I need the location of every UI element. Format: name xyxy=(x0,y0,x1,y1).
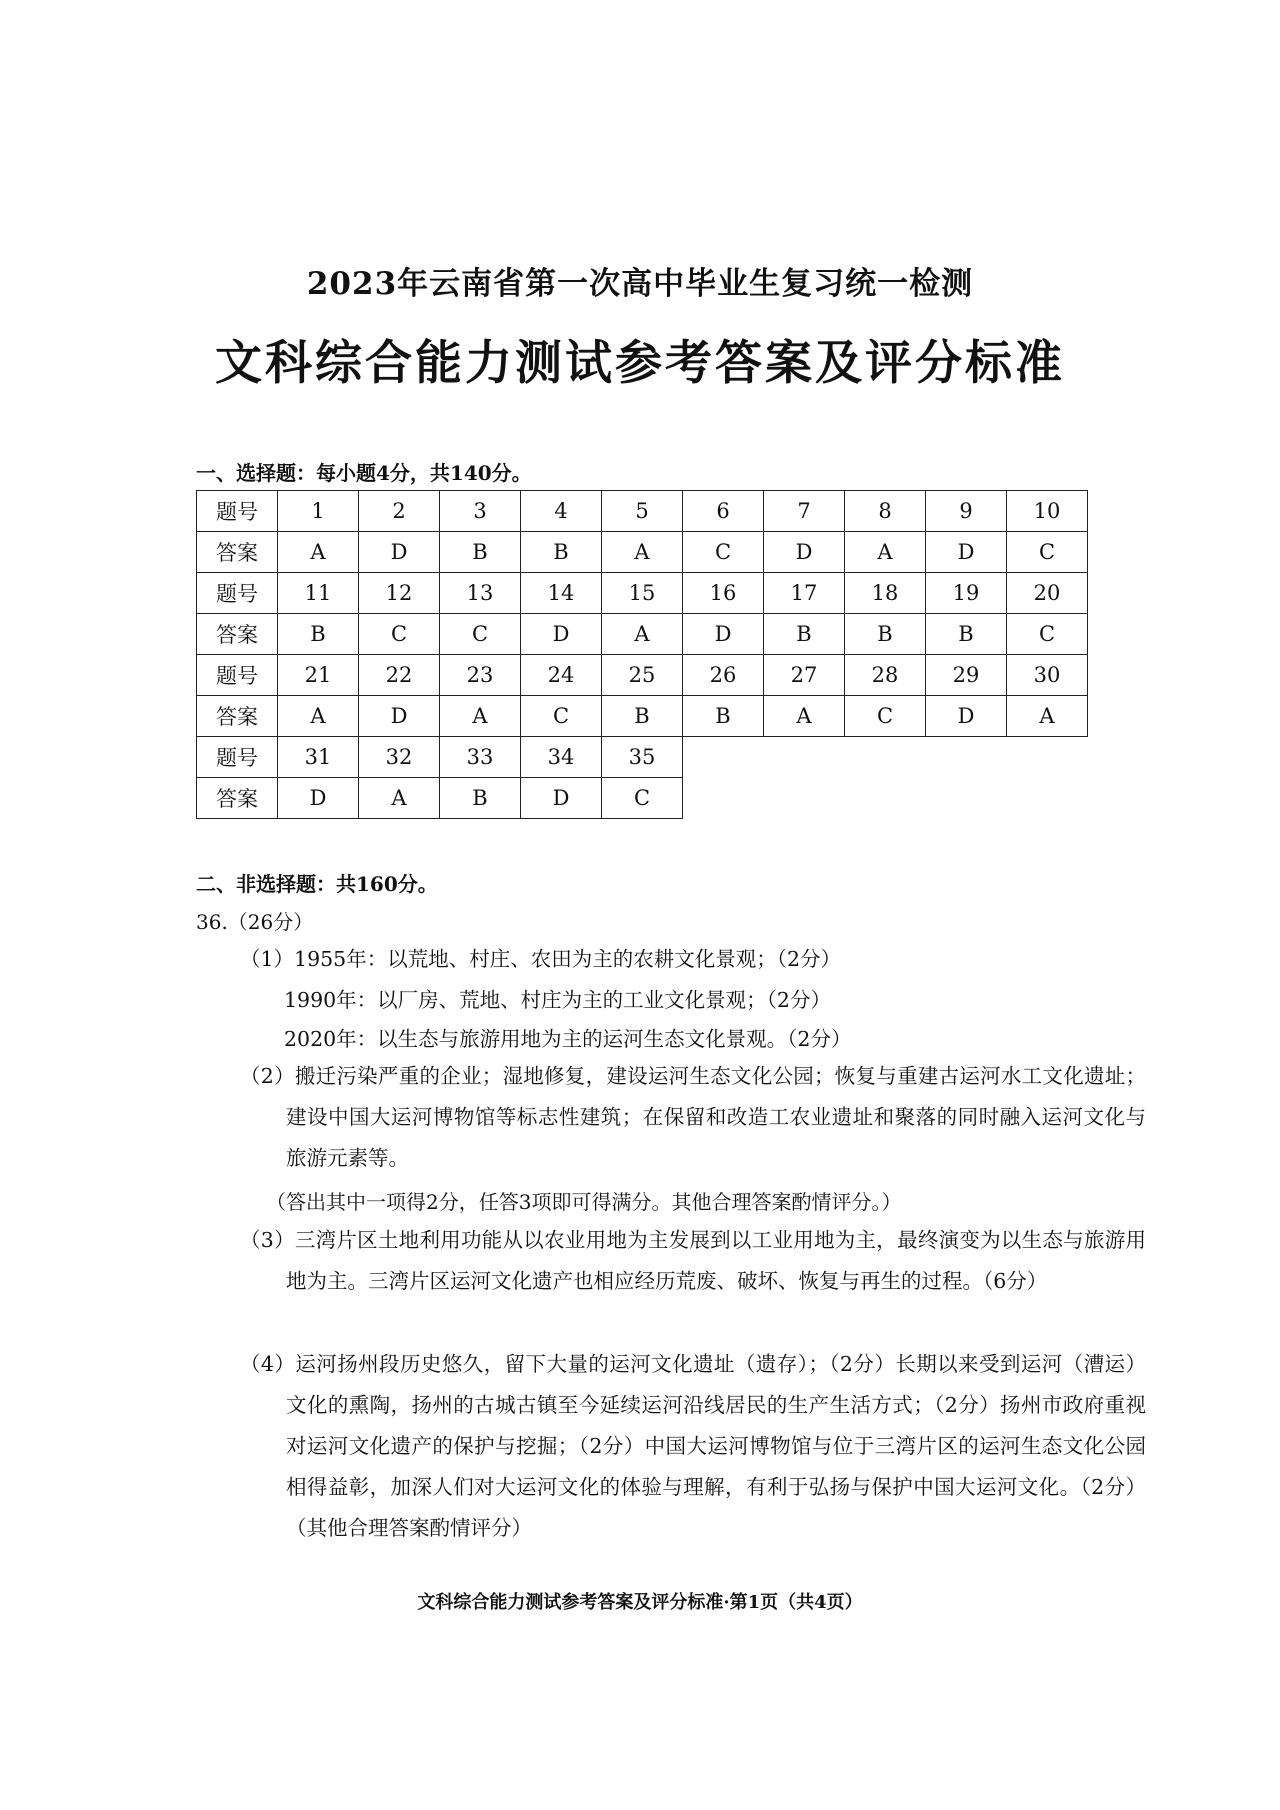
question-number-cell: 25 xyxy=(602,655,683,696)
question-36-heading: 36.（26分） xyxy=(196,910,314,934)
question-number-cell: 1 xyxy=(278,491,359,532)
answer-row xyxy=(197,778,1088,819)
empty-cell xyxy=(1007,737,1088,778)
answer-cell: D xyxy=(521,778,602,819)
question-number-cell: 13 xyxy=(440,573,521,614)
empty-cell xyxy=(764,737,845,778)
question-number-cell: 32 xyxy=(359,737,440,778)
q36-part4: （4）运河扬州段历史悠久，留下大量的运河文化遗址（遗存）；（2分）长期以来受到运河（漕运）文化的熏陶，扬州的古城古镇至今延续运河沿线居民的生产生活方式；（2分）扬州市政府重视对运河文化遗产的保护与挖掘；（2分）中国大运河博物馆与位于三湾片区的运河生态文化公园相得益彰，加深人们对大运河文化的体验与理解，有利于弘扬与保护中国大运河文化。（2分）（其他合理答案酌情评分） xyxy=(240,1352,1146,1540)
answer-cell: C xyxy=(683,532,764,573)
question-number-cell: 9 xyxy=(926,491,1007,532)
answer-cell: D xyxy=(278,778,359,819)
row-label-answer: 答案 xyxy=(197,778,278,819)
row-label-answer: 答案 xyxy=(197,614,278,655)
row-label-answer: 答案 xyxy=(197,532,278,573)
answer-cell: C xyxy=(521,696,602,737)
question-number-row xyxy=(197,655,1088,696)
answer-cell: A xyxy=(440,696,521,737)
empty-cell xyxy=(926,737,1007,778)
answer-cell: A xyxy=(845,532,926,573)
q36-part1-line3: 2020年：以生态与旅游用地为主的运河生态文化景观。（2分） xyxy=(284,1027,852,1051)
answer-cell: B xyxy=(845,614,926,655)
question-number-cell: 30 xyxy=(1007,655,1088,696)
answer-cell: D xyxy=(926,532,1007,573)
question-number-cell: 4 xyxy=(521,491,602,532)
question-number-cell: 5 xyxy=(602,491,683,532)
question-number-cell: 31 xyxy=(278,737,359,778)
question-number-cell: 7 xyxy=(764,491,845,532)
question-number-cell: 20 xyxy=(1007,573,1088,614)
answer-cell: C xyxy=(440,614,521,655)
empty-cell xyxy=(683,778,764,819)
question-number-cell: 35 xyxy=(602,737,683,778)
answer-cell: A xyxy=(1007,696,1088,737)
answer-row xyxy=(197,696,1088,737)
empty-cell xyxy=(926,778,1007,819)
answer-table xyxy=(196,490,1088,819)
question-number-cell: 19 xyxy=(926,573,1007,614)
answer-cell: D xyxy=(683,614,764,655)
question-number-cell: 11 xyxy=(278,573,359,614)
page-footer: 文科综合能力测试参考答案及评分标准·第1页（共4页） xyxy=(417,1592,863,1613)
answer-cell: B xyxy=(521,532,602,573)
answer-cell: B xyxy=(440,532,521,573)
empty-cell xyxy=(845,778,926,819)
answer-cell: D xyxy=(359,532,440,573)
answer-row xyxy=(197,532,1088,573)
answer-cell: B xyxy=(926,614,1007,655)
empty-cell xyxy=(845,737,926,778)
question-number-row xyxy=(197,491,1088,532)
answer-cell: C xyxy=(1007,614,1088,655)
question-number-cell: 33 xyxy=(440,737,521,778)
row-label-number: 题号 xyxy=(197,491,278,532)
exam-title: 2023年云南省第一次高中毕业生复习统一检测 xyxy=(306,266,974,302)
question-number-cell: 2 xyxy=(359,491,440,532)
answer-cell: C xyxy=(359,614,440,655)
question-number-cell: 12 xyxy=(359,573,440,614)
answer-cell: A xyxy=(764,696,845,737)
answer-cell: C xyxy=(1007,532,1088,573)
q36-part3: （3）三湾片区土地利用功能从以农业用地为主发展到以工业用地为主，最终演变为以生态与旅游用地为主。三湾片区运河文化遗产也相应经历荒废、破坏、恢复与再生的过程。（6分） xyxy=(240,1228,1146,1293)
row-label-number: 题号 xyxy=(197,573,278,614)
answer-cell: B xyxy=(764,614,845,655)
answer-cell: D xyxy=(764,532,845,573)
answer-row xyxy=(197,614,1088,655)
answer-cell: A xyxy=(359,778,440,819)
question-number-cell: 24 xyxy=(521,655,602,696)
q36-part1-line1: （1）1955年：以荒地、村庄、农田为主的农耕文化景观；（2分） xyxy=(240,947,842,971)
question-number-cell: 29 xyxy=(926,655,1007,696)
question-number-cell: 18 xyxy=(845,573,926,614)
question-number-cell: 8 xyxy=(845,491,926,532)
question-number-cell: 34 xyxy=(521,737,602,778)
q36-part1-line2: 1990年：以厂房、荒地、村庄为主的工业文化景观；（2分） xyxy=(284,988,831,1012)
question-number-cell: 28 xyxy=(845,655,926,696)
answer-cell: A xyxy=(278,532,359,573)
empty-cell xyxy=(1007,778,1088,819)
question-number-cell: 3 xyxy=(440,491,521,532)
row-label-number: 题号 xyxy=(197,737,278,778)
question-number-cell: 27 xyxy=(764,655,845,696)
question-number-cell: 10 xyxy=(1007,491,1088,532)
empty-cell xyxy=(683,737,764,778)
question-number-cell: 14 xyxy=(521,573,602,614)
question-number-cell: 6 xyxy=(683,491,764,532)
answer-cell: B xyxy=(602,696,683,737)
answer-cell: A xyxy=(278,696,359,737)
question-number-cell: 17 xyxy=(764,573,845,614)
question-number-cell: 23 xyxy=(440,655,521,696)
question-number-cell: 15 xyxy=(602,573,683,614)
answer-cell: B xyxy=(278,614,359,655)
answer-cell: A xyxy=(602,532,683,573)
answer-cell: A xyxy=(602,614,683,655)
question-number-cell: 22 xyxy=(359,655,440,696)
empty-cell xyxy=(764,778,845,819)
question-number-row xyxy=(197,573,1088,614)
question-number-cell: 16 xyxy=(683,573,764,614)
answer-cell: D xyxy=(359,696,440,737)
row-label-number: 题号 xyxy=(197,655,278,696)
question-number-row xyxy=(197,737,1088,778)
question-number-cell: 21 xyxy=(278,655,359,696)
q36-part2-note: （答出其中一项得2分，任答3项即可得满分。其他合理答案酌情评分。） xyxy=(266,1190,902,1214)
answer-cell: B xyxy=(683,696,764,737)
row-label-answer: 答案 xyxy=(197,696,278,737)
question-number-cell: 26 xyxy=(683,655,764,696)
answer-cell: D xyxy=(521,614,602,655)
section-heading-nonchoice: 二、非选择题：共160分。 xyxy=(196,872,438,896)
q36-part2: （2）搬迁污染严重的企业；湿地修复，建设运河生态文化公园；恢复与重建古运河水工文化遗址；建设中国大运河博物馆等标志性建筑；在保留和改造工农业遗址和聚落的同时融入运河文化与旅游元素等。 xyxy=(240,1064,1146,1170)
section-heading-choice: 一、选择题：每小题4分，共140分。 xyxy=(196,461,532,485)
answer-cell: D xyxy=(926,696,1007,737)
answer-cell: C xyxy=(845,696,926,737)
answer-cell: B xyxy=(440,778,521,819)
document-title: 文科综合能力测试参考答案及评分标准 xyxy=(215,336,1065,391)
answer-cell: C xyxy=(602,778,683,819)
